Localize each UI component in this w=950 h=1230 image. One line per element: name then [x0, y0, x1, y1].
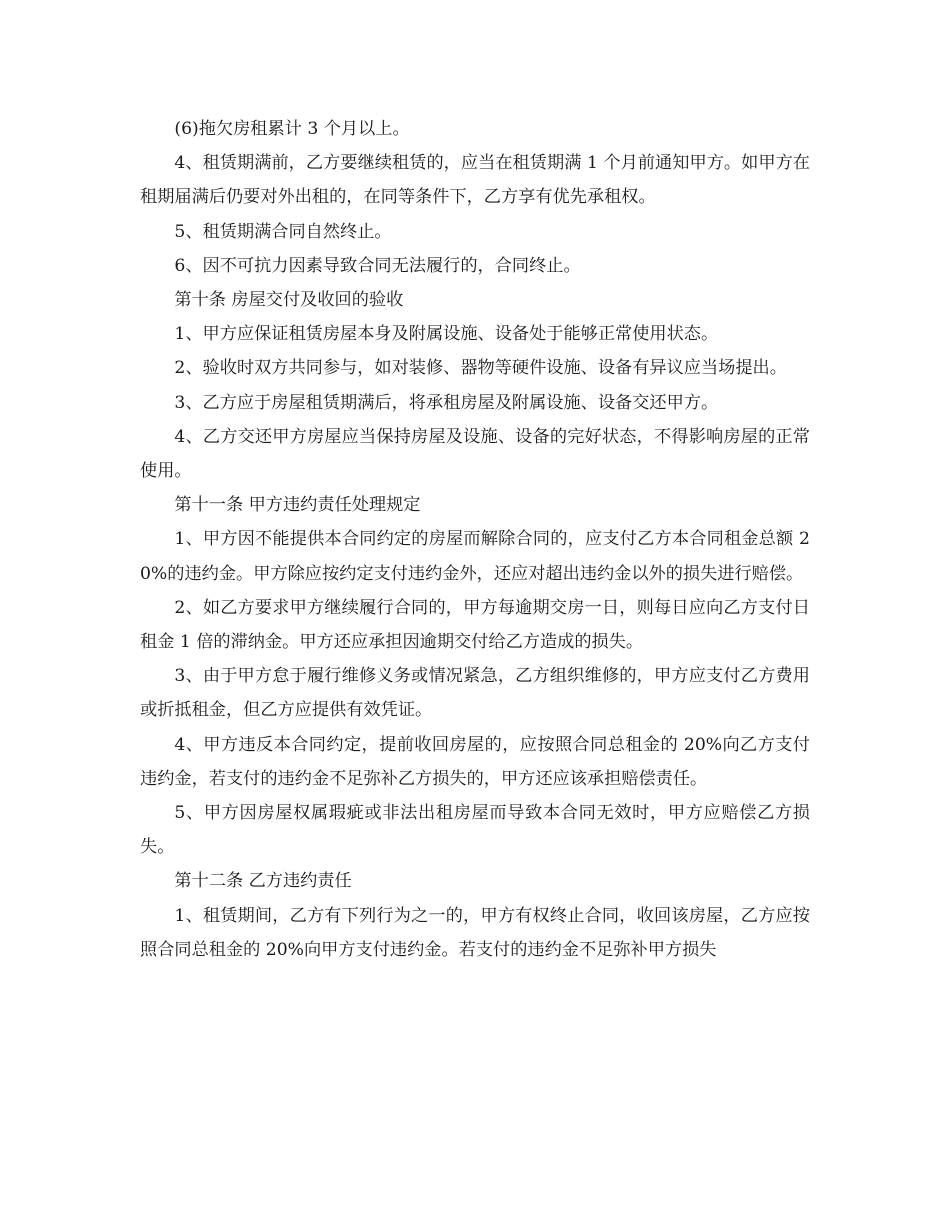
paragraph-article-10-item-4: 4、乙方交还甲方房屋应当保持房屋及设施、设备的完好状态，不得影响房屋的正常使用。 — [140, 426, 810, 482]
section-heading-article-10: 第十条 房屋交付及收回的验收 — [174, 290, 404, 311]
paragraph-article-11-item-4: 4、甲方违反本合同约定，提前收回房屋的，应按照合同总租金的 20%向乙方支付违约金，若支付的违约金不足弥补乙方损失的，甲方还应该承担赔偿责任。 — [140, 734, 810, 789]
paragraph-article-10-item-3: 3、乙方应于房屋租赁期满后，将承租房屋及附属设施、设备交还甲方。 — [174, 392, 719, 413]
paragraph-article-11-item-2: 2、如乙方要求甲方继续履行合同的，甲方每逾期交房一日，则每日应向乙方支付日租金 1 倍的滞纳金。甲方还应承担因逾期交付给乙方造成的损失。 — [140, 597, 810, 653]
paragraph-overdue-rent: (6)拖欠房租累计 3 个月以上。 — [174, 119, 410, 139]
section-heading-article-12: 第十二条 乙方违约责任 — [174, 871, 352, 892]
paragraph-article-11-item-1: 1、甲方因不能提供本合同约定的房屋而解除合同的，应支付乙方本合同租金总额 20%的违约金。甲方除应按约定支付违约金外，还应对超出违约金以外的损失进行赔偿。 — [140, 529, 810, 584]
paragraph-article-11-item-5: 5、甲方因房屋权属瑕疵或非法出租房屋而导致本合同无效时，甲方应赔偿乙方损失。 — [140, 803, 810, 858]
section-heading-article-11: 第十一条 甲方违约责任处理规定 — [174, 495, 421, 516]
paragraph-article-10-item-1: 1、甲方应保证租赁房屋本身及附属设施、设备处于能够正常使用状态。 — [174, 324, 719, 345]
paragraph-article-11-item-3: 3、由于甲方怠于履行维修义务或情况紧急，乙方组织维修的，甲方应支付乙方费用或折抵租金，但乙方应提供有效凭证。 — [140, 666, 810, 721]
paragraph-article-10-item-2: 2、验收时双方共同参与，如对装修、器物等硬件设施、设备有异议应当场提出。 — [174, 358, 787, 379]
paragraph-renewal-notice: 4、租赁期满前，乙方要继续租赁的，应当在租赁期满 1 个月前通知甲方。如甲方在租期届满后仍要对外出租的，在同等条件下，乙方享有优先承租权。 — [140, 153, 810, 208]
paragraph-force-majeure: 6、因不可抗力因素导致合同无法履行的，合同终止。 — [174, 255, 581, 276]
document-body — [140, 112, 810, 967]
paragraph-natural-termination: 5、租赁期满合同自然终止。 — [174, 221, 392, 242]
paragraph-article-12-item-1: 1、租赁期间，乙方有下列行为之一的，甲方有权终止合同，收回该房屋，乙方应按照合同总租金的 20%向甲方支付违约金。若支付的违约金不足弥补甲方损失 — [140, 905, 810, 960]
